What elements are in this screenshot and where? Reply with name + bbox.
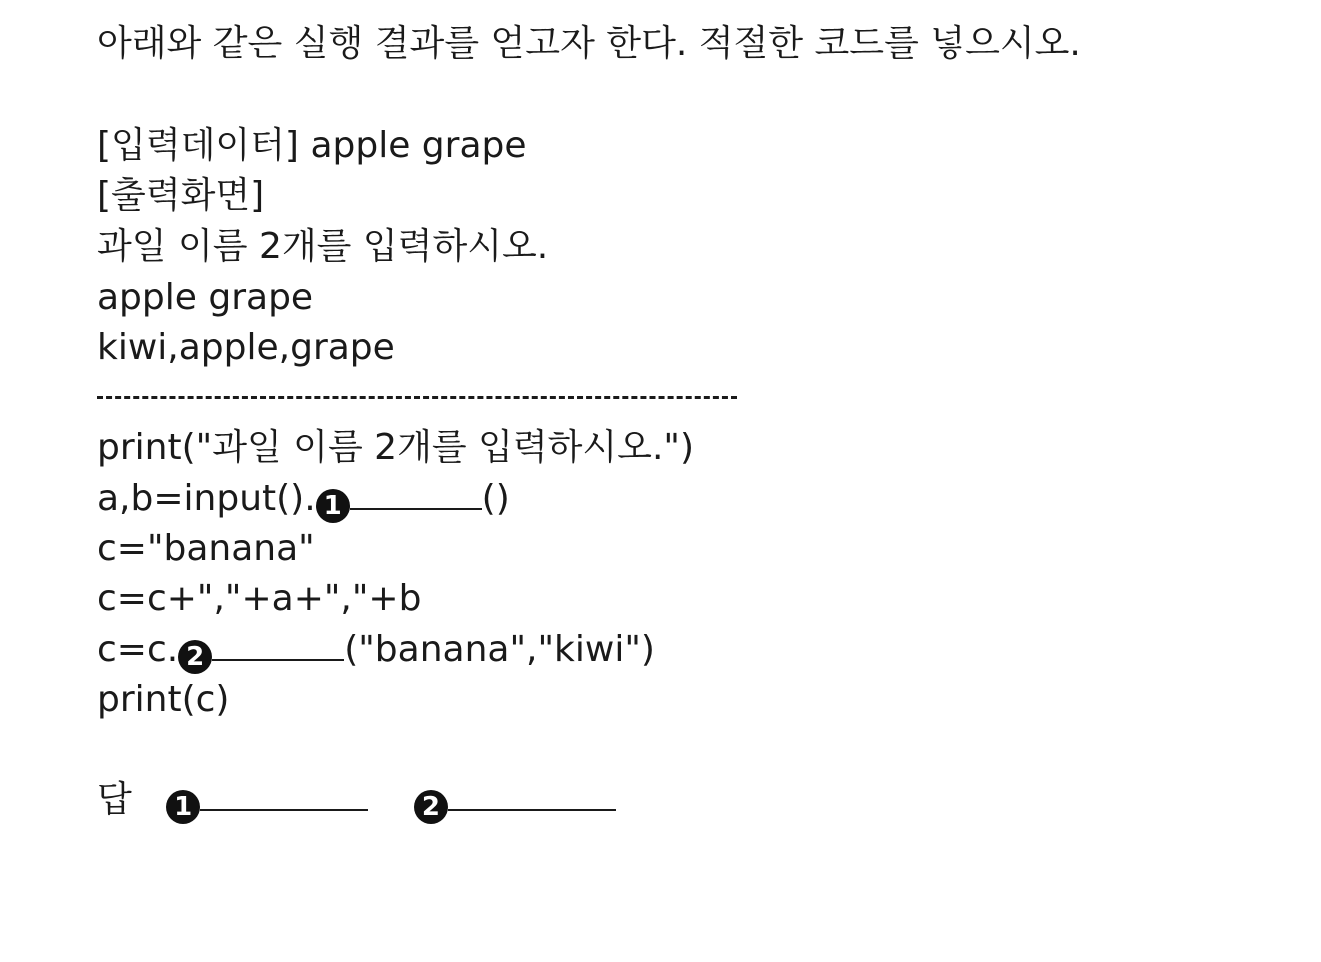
code-line-2	[97, 477, 510, 523]
input-label: [입력데이터]	[97, 125, 299, 166]
answer-line	[97, 778, 616, 824]
blank-one[interactable]	[350, 478, 482, 510]
code-line-2-suffix: ()	[481, 478, 510, 519]
output-label: [출력화면]	[97, 175, 265, 216]
input-value: apple grape	[310, 125, 527, 166]
answer-marker-one-icon: 1	[166, 790, 200, 824]
marker-one-icon: 1	[316, 489, 350, 523]
separator-line	[97, 396, 737, 399]
code-line-5-suffix: ("banana","kiwi")	[344, 629, 655, 670]
output-line-1: 과일 이름 2개를 입력하시오.	[97, 226, 549, 267]
answer-marker-two-icon: 2	[414, 790, 448, 824]
code-line-5	[97, 628, 655, 674]
marker-two-icon: 2	[178, 640, 212, 674]
code-line-2-prefix: a,b=input().	[97, 478, 316, 519]
code-line-4: c=c+","+a+","+b	[97, 578, 422, 619]
blank-two[interactable]	[212, 629, 344, 661]
answer-label: 답	[97, 779, 132, 820]
code-line-3: c="banana"	[97, 528, 315, 569]
answer-blank-one[interactable]	[200, 779, 368, 811]
code-line-5-prefix: c=c.	[97, 629, 179, 670]
answer-blank-two[interactable]	[448, 779, 616, 811]
output-line-2: apple grape	[97, 277, 314, 318]
input-data-line	[97, 124, 527, 168]
code-line-1: print("과일 이름 2개를 입력하시오.")	[97, 427, 695, 468]
output-line-3: kiwi,apple,grape	[97, 327, 395, 368]
question-text: 아래와 같은 실행 결과를 얻고자 한다. 적절한 코드를 넣으시오.	[97, 23, 1081, 64]
code-line-6: print(c)	[97, 679, 230, 720]
